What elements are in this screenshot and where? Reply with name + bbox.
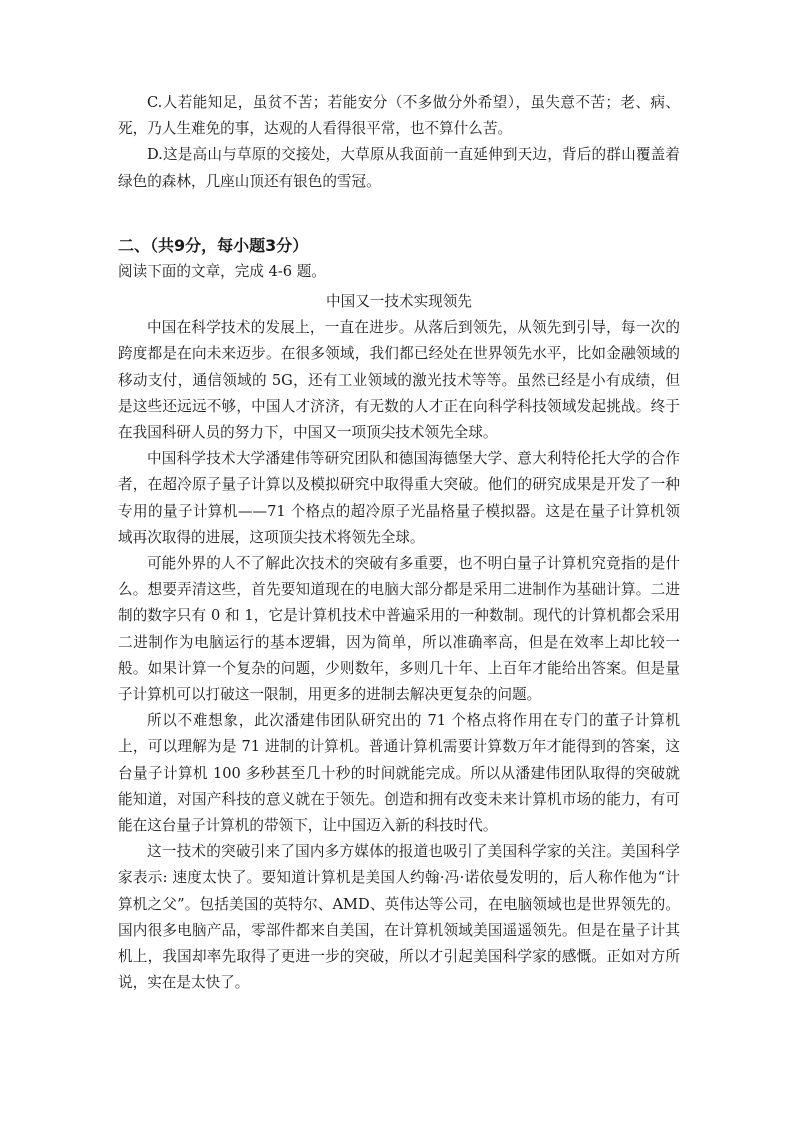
article-paragraph-2: 中国科学技术大学潘建伟等研究团队和德国海德堡大学、意大利特伦托大学的合作者，在超冷原子量子计算以及模拟研究中取得重大突破。他们的研究成果是开发了一种专用的量子计算机——71 个格点的超冷原子光晶格量子模拟器。这是在量子计算机领域再次取得的进展，这项顶尖技术将领先全球。 (118, 450, 680, 546)
article-paragraph-3: 可能外界的人不了解此次技术的突破有多重要，也不明白量子计算机究竟指的是什么。想要弄清这些，首先要知道现在的电脑大部分都是采用二进制作为基础计算。二进制的数字只有 0 和 1，它是计算机技术中普遍采用的一种数制。现代的计算机都会采用二进制作为电脑运行的基本逻辑，因为简单，所以准确率高，但是在效率上却比较一般。如果计算一个复杂的问题，少则数年，多则几十年、上百年才能给出答案。但是量子计算机可以打破这一限制，用更多的进制去解决更复杂的问题。 (118, 555, 680, 704)
article-paragraph-5: 这一技术的突破引来了国内多方媒体的报道也吸引了美国科学家的关注。美国科学家表示: 速度太快了。要知道计算机是美国人约翰·冯·诺依曼发明的，后人称作他为“计算机之父”。包括美国的英特尔、AMD、英伟达等公司，在电脑领域也是世界领先的。国内很多电脑产品，零部件都来自美国，在计算机领域美国遥遥领先。但是在量子计其机上，我国却率先取得了更进一步的突破，所以才引起美国科学家的感慨。正如对方所说，实在是太快了。 (118, 843, 680, 992)
section-instruction: 阅读下面的文章，完成 4-6 题。 (118, 262, 326, 280)
article-title: 中国又一技术实现领先 (326, 293, 472, 311)
article-paragraph-4: 所以不难想象，此次潘建伟团队研究出的 71 个格点将作用在专门的董子计算机上，可以理解为是 71 进制的计算机。普通计算机需要计算数万年才能得到的答案，这台量子计算机 100 多秒甚至几十秒的时间就能完成。所以从潘建伟团队取得的突破就能知道，对国产科技的意义就在于领先。创造和拥有改变未来计算机市场的能力，有可能在这台量子计算机的带领下，让中国迈入新的科技时代。 (118, 712, 680, 835)
section-heading: 二、（共9分，每小题3分） (118, 235, 309, 255)
option-c: C.人若能知足，虽贫不苦；若能安分（不多做分外希望），虽失意不苦；老、病、死，乃人生难免的事，达观的人看得很平常，也不算什么苦。 (118, 94, 680, 138)
document-content (118, 90, 680, 997)
article-paragraph-1: 中国在科学技术的发展上，一直在进步。从落后到领先，从领先到引导，每一次的跨度都是在向未来迈步。在很多领域，我们都已经处在世界领先水平，比如金融领域的移动支付，通信领域的 5G，还有工业领域的激光技术等等。虽然已经是小有成绩，但是这些还远远不够，中国人才济济，有无数的人才正在向科学科技领域发起挑战。终于在我国科研人员的努力下，中国又一项顶尖技术领先全球。 (118, 319, 680, 442)
option-d: D.这是高山与草原的交接处，大草原从我面前一直延伸到天边，背后的群山覆盖着绿色的森林，几座山顶还有银色的雪冠。 (118, 146, 680, 190)
